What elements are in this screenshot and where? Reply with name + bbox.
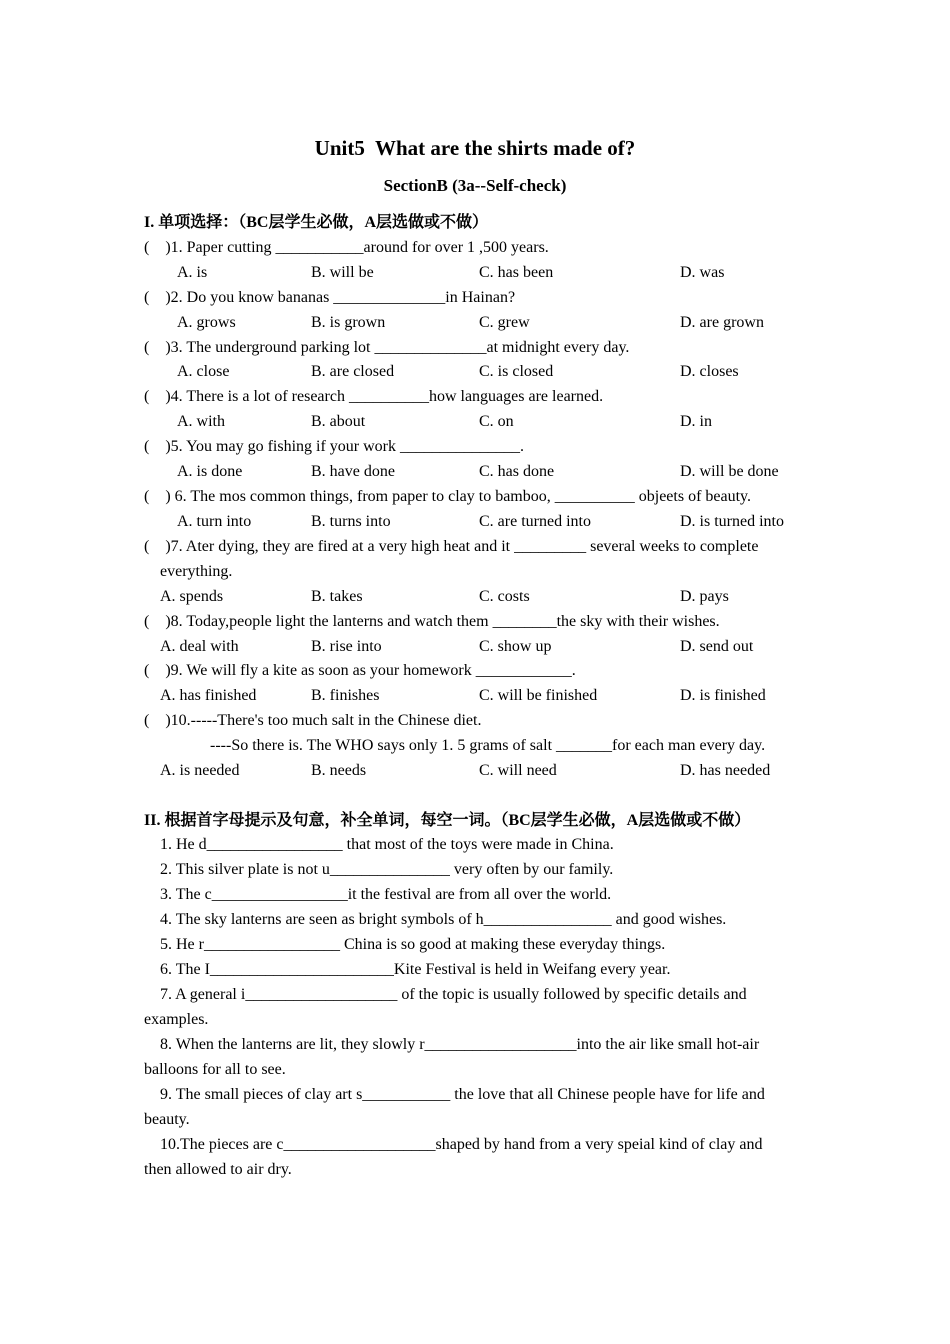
fill-blank-10: 10.The pieces are c___________________shaped by hand from a very speial kind of clay and xyxy=(160,1136,763,1153)
q9-option-a: A. has finished xyxy=(160,687,257,704)
q5-option-d: D. will be done xyxy=(680,463,779,480)
question-2-stem: ( )2. Do you know bananas ______________in Hainan? xyxy=(144,289,516,306)
q5-option-b: B. have done xyxy=(311,463,395,480)
q4-option-b: B. about xyxy=(311,413,366,430)
page-subtitle: SectionB (3a--Self-check) xyxy=(383,176,567,195)
fill-blank-7: 7. A general i___________________ of the topic is usually followed by specific details and xyxy=(160,986,747,1003)
question-7-stem: ( )7. Ater dying, they are fired at a very high heat and it _________ several weeks to complete xyxy=(144,538,759,555)
fill-blank-9-continued: beauty. xyxy=(144,1111,190,1128)
fill-blank-9: 9. The small pieces of clay art s___________ the love that all Chinese people have for life and xyxy=(160,1086,765,1103)
fill-blank-8-continued: balloons for all to see. xyxy=(144,1061,286,1078)
question-5-stem: ( )5. You may go fishing if your work _______________. xyxy=(144,438,524,455)
q10-option-a: A. is needed xyxy=(160,762,240,779)
q1-option-c: C. has been xyxy=(479,264,554,281)
q8-option-b: B. rise into xyxy=(311,638,382,655)
q6-option-b: B. turns into xyxy=(311,513,391,530)
q6-option-d: D. is turned into xyxy=(680,513,784,530)
q5-option-c: C. has done xyxy=(479,463,555,480)
part1-heading: I. 单项选择：（BC层学生必做，A层选做或不做） xyxy=(144,214,489,231)
question-10-dialogue: ----So there is. The WHO says only 1. 5 grams of salt _______for each man every day. xyxy=(210,737,766,754)
q2-option-a: A. grows xyxy=(177,314,236,331)
q1-option-d: D. was xyxy=(680,264,725,281)
q1-option-a: A. is xyxy=(177,264,208,281)
q8-option-d: D. send out xyxy=(680,638,754,655)
fill-blank-1: 1. He d_________________ that most of the toys were made in China. xyxy=(160,836,614,853)
fill-blank-2: 2. This silver plate is not u_______________ very often by our family. xyxy=(160,861,614,878)
q2-option-d: D. are grown xyxy=(680,314,764,331)
question-9-stem: ( )9. We will fly a kite as soon as your homework ____________. xyxy=(144,662,576,679)
q4-option-c: C. on xyxy=(479,413,514,430)
page-title: Unit5 What are the shirts made of? xyxy=(314,136,636,160)
q6-option-a: A. turn into xyxy=(177,513,252,530)
q4-option-d: D. in xyxy=(680,413,712,430)
q7-option-a: A. spends xyxy=(160,588,224,605)
q3-option-a: A. close xyxy=(177,363,230,380)
part2-heading: II. 根据首字母提示及句意，补全单词，每空一词。（BC层学生必做，A层选做或不做） xyxy=(144,812,751,829)
fill-blank-3: 3. The c_________________it the festival are from all over the world. xyxy=(160,886,612,903)
q2-option-c: C. grew xyxy=(479,314,530,331)
q8-option-c: C. show up xyxy=(479,638,552,655)
q3-option-d: D. closes xyxy=(680,363,739,380)
fill-blank-6: 6. The I_______________________Kite Festival is held in Weifang every year. xyxy=(160,961,671,978)
q7-option-d: D. pays xyxy=(680,588,729,605)
question-3-stem: ( )3. The underground parking lot ______________at midnight every day. xyxy=(144,339,630,356)
question-6-stem: ( ) 6. The mos common things, from paper to clay to bamboo, __________ objeets of beauty. xyxy=(144,488,751,505)
question-10-stem: ( )10.-----There's too much salt in the Chinese diet. xyxy=(144,712,482,729)
q8-option-a: A. deal with xyxy=(160,638,239,655)
q10-option-b: B. needs xyxy=(311,762,367,779)
q10-option-c: C. will need xyxy=(479,762,557,779)
q10-option-d: D. has needed xyxy=(680,762,771,779)
q7-option-c: C. costs xyxy=(479,588,530,605)
fill-blank-8: 8. When the lanterns are lit, they slowly r___________________into the air like small hot-air xyxy=(160,1036,760,1053)
q5-option-a: A. is done xyxy=(177,463,243,480)
question-7-stem-continued: everything. xyxy=(160,563,233,580)
q4-option-a: A. with xyxy=(177,413,225,430)
q9-option-b: B. finishes xyxy=(311,687,380,704)
question-1-stem: ( )1. Paper cutting ___________around for over 1 ,500 years. xyxy=(144,239,549,256)
fill-blank-4: 4. The sky lanterns are seen as bright symbols of h________________ and good wishes. xyxy=(160,911,727,928)
fill-blank-7-continued: examples. xyxy=(144,1011,209,1028)
q7-option-b: B. takes xyxy=(311,588,363,605)
q9-option-d: D. is finished xyxy=(680,687,766,704)
q3-option-c: C. is closed xyxy=(479,363,554,380)
q2-option-b: B. is grown xyxy=(311,314,386,331)
q9-option-c: C. will be finished xyxy=(479,687,598,704)
q6-option-c: C. are turned into xyxy=(479,513,591,530)
fill-blank-5: 5. He r_________________ China is so good at making these everyday things. xyxy=(160,936,666,953)
q1-option-b: B. will be xyxy=(311,264,374,281)
question-8-stem: ( )8. Today,people light the lanterns and watch them ________the sky with their wishes. xyxy=(144,613,720,630)
question-4-stem: ( )4. There is a lot of research __________how languages are learned. xyxy=(144,388,604,405)
fill-blank-10-continued: then allowed to air dry. xyxy=(144,1161,292,1178)
q3-option-b: B. are closed xyxy=(311,363,395,380)
